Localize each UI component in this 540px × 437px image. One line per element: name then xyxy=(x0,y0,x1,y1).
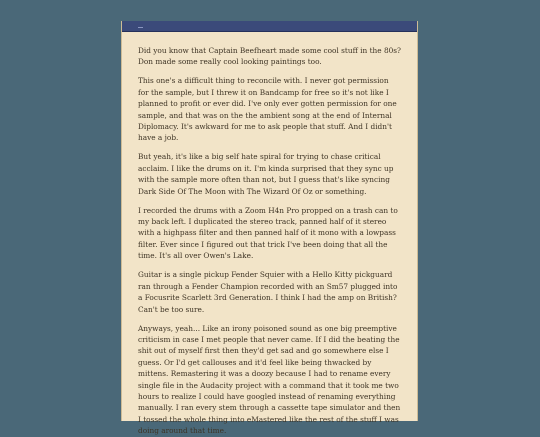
panel-header-bar xyxy=(122,21,417,32)
post-paragraph-3: But yeah, it's like a big self hate spiral for trying to chase critical acclaim. I like the drums on it. I'm kinda surprised that they sync up with the sample more often than not, but I guess that's like syncing Dark Side Of The Moon with The Wizard Of Oz or something. xyxy=(138,152,394,196)
post-body xyxy=(122,32,417,437)
post-paragraph-6: Anyways, yeah... Like an irony poisoned sound as one big preemptive criticism in case I met people that never came. If I did the beating the shit out of myself first then they'd get sad and go somewhere else I guess. Or I'd get callouses and it'd feel like being thwacked by mittens. Remastering it was a doozy because I had to rename every single file in the Audacity project with a command that it took me two hours to realize I could have googled instead of renaming everything manually. I ran every stem through a cassette tape simulator and then I tossed the whole thing into eMastered like the rest of the stuff I was doing around that time. xyxy=(138,323,401,436)
post-paragraph-4: I recorded the drums with a Zoom H4n Pro propped on a trash can to my back left. I duplicated the stereo track, panned half of it stereo with a highpass filter and then panned half of it mono with a lowpass filter. Ever since I figured out that trick I've been doing that all the time. It's all over Owen's Lake. xyxy=(138,205,398,261)
post-paragraph-5: Guitar is a single pickup Fender Squier with a Hello Kitty pickguard ran through a Fender Champion recorded with an Sm57 plugged into a Focusrite Scarlett 3rd Generation. I think I had the amp on British? Can't be too sure. xyxy=(138,270,398,314)
header-grip-mark xyxy=(138,27,143,28)
post-paragraph-1: Did you know that Captain Beefheart made some cool stuff in the 80s? Don made some really cool looking paintings too. xyxy=(138,46,401,67)
post-panel xyxy=(121,21,418,436)
post-paragraph-2: This one's a difficult thing to reconcile with. I never got permission for the sample, but I threw it on Bandcamp for free so it's not like I planned to profit or ever did. I've only ever gotten permission for one sample, and that was on the the ambient song at the end of Internal Diplomacy. It's awkward for me to ask people that stuff. And I didn't have a job. xyxy=(138,76,397,143)
